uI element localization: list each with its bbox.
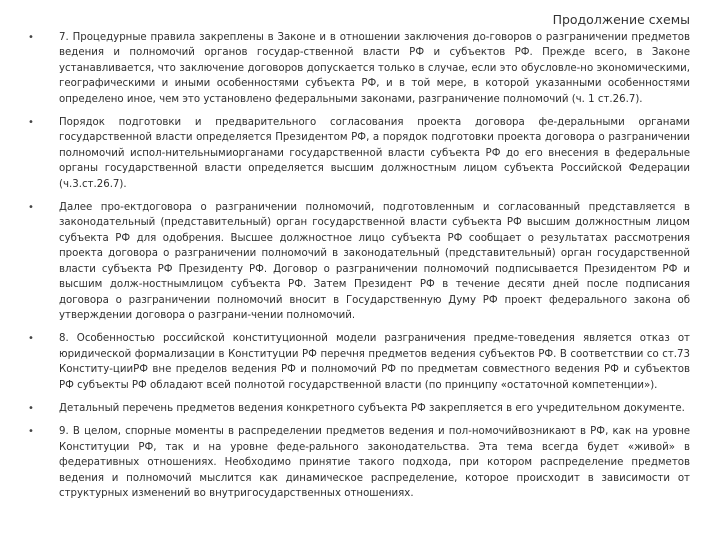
list-item-text: Далее про-ектдоговора о разграничении полномочий, подготовленным и согласованный представляется в законодательный (представительный) орган государственной власти субъекта РФ высшим должностным лицом субъекта РФ для одобрения. Высшее должностное лицо субъекта РФ сообщает о результатах рассмотрения проекта договора о разграничении полномочий в законодательный (представительный) орган государственной власти субъекта РФ Президенту РФ. Договор о разграничении полномочий подписывается Президентом РФ и высшим долж-ностнымлицом субъекта РФ. Затем Президент РФ в течение десяти дней после подписания договора о разграничении полномочий вносит в Государственную Думу РФ проект федерального закона об утверждении договора о разграни-чении полномочий. — [59, 202, 690, 321]
bullet-icon: • — [28, 202, 34, 214]
bullet-icon: • — [28, 32, 34, 43]
bullet-icon: • — [28, 117, 34, 129]
list-item-text: Детальный перечень предметов ведения конкретного субъекта РФ закрепляется в его учредительном документе. — [59, 402, 685, 414]
list-item — [26, 200, 690, 323]
list-item — [26, 30, 690, 107]
list-item — [26, 424, 690, 501]
list-item-text: 9. В целом, спорные моменты в распределении предметов ведения и пол-номочийвозникают в РФ, как на уровне Конституции РФ, так и на уровне феде-рального законодательства. Эта тема всегда будет «живой» в федеративных отношениях. Необходимо принятие такого подхода, при котором распределение предметов ведения и полномочий мыслится как динамическое распределение, которое происходит в зависимости от структурных изменений во внутригосударственных отношениях. — [59, 426, 690, 500]
bullet-icon: • — [28, 426, 34, 438]
bullet-icon: • — [28, 333, 34, 345]
page-header-title: Продолжение схемы — [552, 12, 690, 27]
list-item-text: 7. Процедурные правила закреплены в Законе и в отношении заключения до-говоров о разграничении предметов ведения и полномочий органов государ-ственной власти РФ и субъектов РФ. Прежде всего, в Законе устанавливается, что заключение договоров допускается только в случае, если это обусловле-но экономическими, географическими и иными особенностями субъекта РФ, и в той мере, в которой указанными особенностями определено иное, чем это установлено федеральными законами, разграничение полномочий (ч. 1 ст.26.7). — [59, 32, 690, 105]
bullet-list — [26, 30, 690, 509]
list-item — [26, 115, 690, 192]
bullet-icon: • — [28, 402, 34, 414]
list-item — [26, 401, 690, 417]
list-item-text: 8. Особенностью российской конституционной модели разграничения предме-товедения является отказ от юридической формализации в Конституции РФ перечня предметов ведения субъектов РФ. В соответствии со ст.73 Конститу-цииРФ вне пределов ведения РФ и полномочий РФ по предметам совместного ведения РФ и субъектов РФ субъекты РФ обладают всей полнотой государственной власти (по принципу «остаточной компетенции»). — [59, 333, 690, 391]
list-item — [26, 331, 690, 393]
list-item-text: Порядок подготовки и предварительного согласования проекта договора фе-деральными органами государственной власти определяется Президентом РФ, а порядок подготовки проекта договора о разграничении полномочий испол-нительнымиорганами государственной власти субъекта РФ до его внесения в федеральные органы государственной власти определяется высшим должностным лицом субъекта Российской Федерации (ч.3.ст.26.7). — [59, 117, 690, 190]
